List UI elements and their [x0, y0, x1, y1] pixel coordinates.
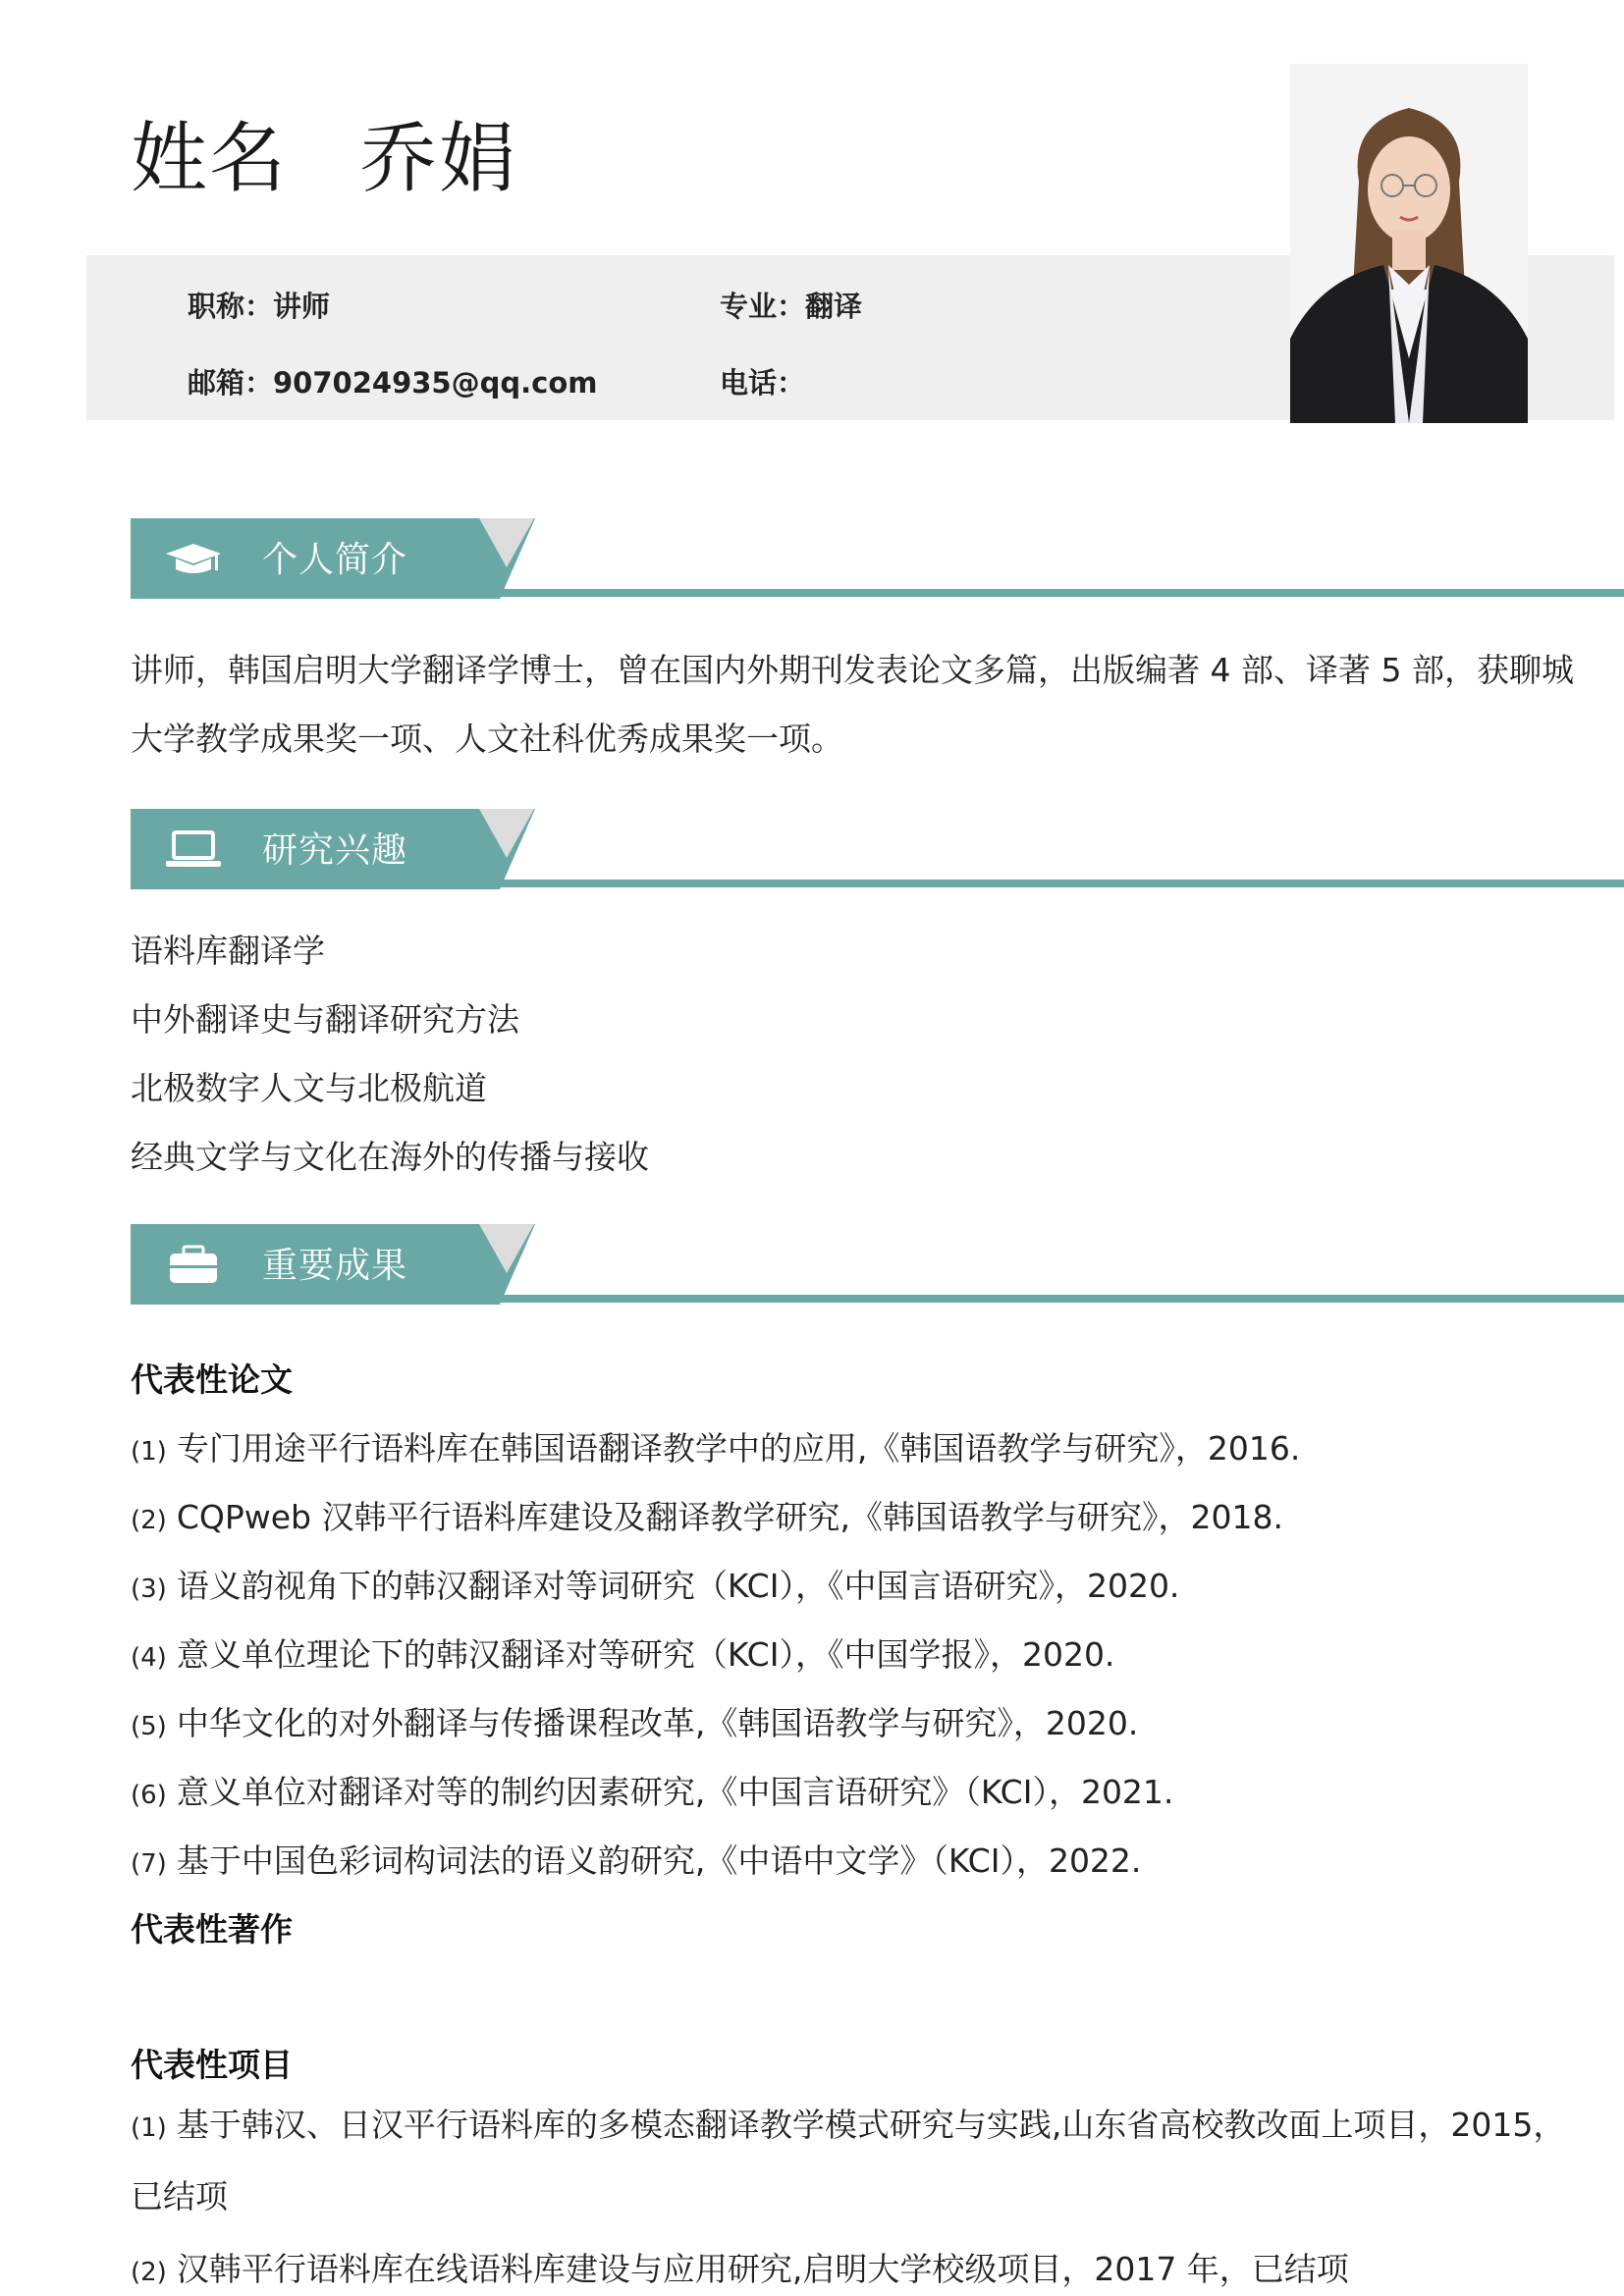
section-header-achievements [131, 1224, 1624, 1308]
name-row [131, 98, 517, 206]
section-title-intro: 个人简介 [262, 540, 408, 580]
briefcase-icon [164, 1244, 223, 1285]
intro-paragraph: 讲师，韩国启明大学翻译学博士，曾在国内外期刊发表论文多篇，出版编著 4 部、译著 5 部，获聊城大学教学成果奖一项、人文社科优秀成果奖一项。 [131, 651, 1574, 758]
section-header-intro [131, 518, 1624, 603]
papers-heading: 代表性论文 [131, 1361, 293, 1399]
books-heading: 代表性著作 [131, 1910, 293, 1949]
paper-item: (3) 语义韵视角下的韩汉翻译对等词研究（KCI），《中国言语研究》，2020. [131, 1567, 1180, 1605]
paper-item: (5) 中华文化的对外翻译与传播课程改革,《韩国语教学与研究》，2020. [131, 1704, 1139, 1742]
profile-photo [1290, 64, 1528, 423]
paper-item: (7) 基于中国色彩词构词法的语义韵研究,《中语中文学》（KCI），2022. [131, 1842, 1142, 1880]
section-title-interests: 研究兴趣 [262, 830, 408, 871]
email-field: 邮箱：907024935@qq.com [188, 366, 598, 400]
projects-heading: 代表性项目 [131, 2046, 293, 2084]
interest-item: 中外翻译史与翻译研究方法 [131, 1000, 519, 1039]
name-label: 姓名 [131, 115, 289, 203]
phone-field: 电话： [720, 366, 806, 400]
title-field: 职称：讲师 [188, 290, 331, 323]
paper-item: (6) 意义单位对翻译对等的制约因素研究,《中国言语研究》（KCI），2021. [131, 1773, 1174, 1811]
paper-item: (2) CQPweb 汉韩平行语料库建设及翻译教学研究,《韩国语教学与研究》，2018. [131, 1498, 1283, 1536]
project-item: (1) 基于韩汉、日汉平行语料库的多模态翻译教学模式研究与实践,山东省高校教改面上项目，2015，已结项 [131, 2106, 1566, 2216]
graduation-cap-icon [164, 538, 223, 579]
interest-item: 语料库翻译学 [131, 932, 325, 970]
interest-item: 经典文学与文化在海外的传播与接收 [131, 1138, 649, 1176]
section-header-interests [131, 809, 1624, 893]
name-value: 乔娟 [360, 115, 518, 203]
paper-item: (4) 意义单位理论下的韩汉翻译对等研究（KCI），《中国学报》，2020. [131, 1635, 1115, 1674]
interest-item: 北极数字人文与北极航道 [131, 1069, 487, 1107]
project-item: (2) 汉韩平行语料库在线语料库建设与应用研究,启明大学校级项目，2017 年，已结项 [131, 2250, 1349, 2288]
paper-item: (1) 专门用途平行语料库在韩国语翻译教学中的应用,《韩国语教学与研究》，2016. [131, 1429, 1301, 1468]
laptop-icon [164, 828, 223, 870]
section-title-achievements: 重要成果 [262, 1246, 408, 1286]
major-field: 专业：翻译 [720, 290, 863, 323]
